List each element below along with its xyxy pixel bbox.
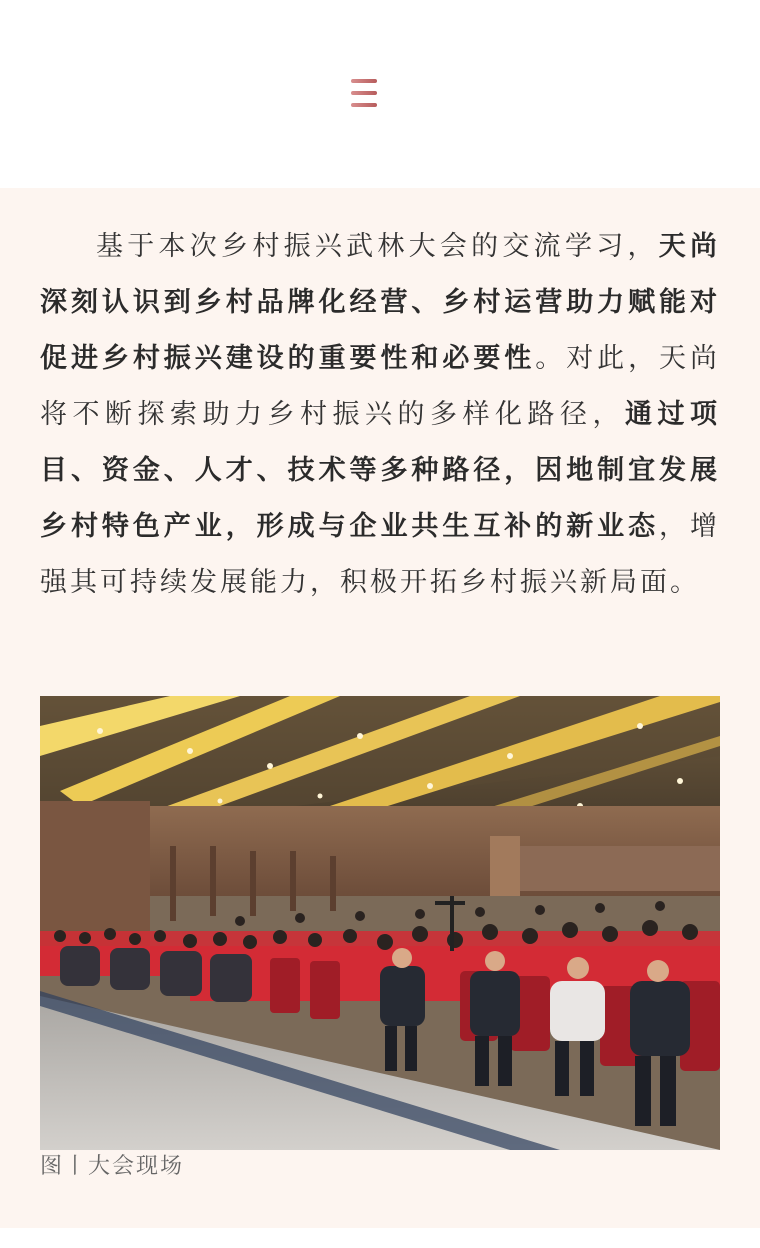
photo-caption: 图丨大会现场 bbox=[40, 1154, 185, 1179]
text-segment: 。对此，天尚将不断探索助力乡村振兴的多样化路径， bbox=[40, 343, 721, 430]
text-segment: 基于本次乡村振兴武林大会的交流学习， bbox=[96, 231, 659, 262]
bold-segment: 天尚深刻认识到乡村品牌化经营、乡村运营助力赋能对促进乡村振兴建设的重要性和必要性 bbox=[40, 231, 721, 374]
menu-icon[interactable] bbox=[351, 79, 377, 109]
menu-icon-bar bbox=[351, 103, 377, 107]
article-paragraph bbox=[40, 219, 720, 611]
conference-photo bbox=[40, 696, 720, 1150]
menu-icon-bar bbox=[351, 79, 377, 83]
bold-segment: 通过项目、资金、人才、技术等多种路径，因地制宜发展乡村特色产业，形成与企业共生互补的新业态 bbox=[40, 399, 720, 542]
bottom-strip bbox=[0, 1228, 760, 1248]
header-area bbox=[0, 0, 760, 188]
text-segment: ，增强其可持续发展能力，积极开拓乡村振兴新局面。 bbox=[40, 511, 720, 598]
conference-hall-illustration bbox=[40, 696, 720, 1150]
menu-icon-bar bbox=[351, 91, 377, 95]
content-panel bbox=[0, 188, 760, 1228]
